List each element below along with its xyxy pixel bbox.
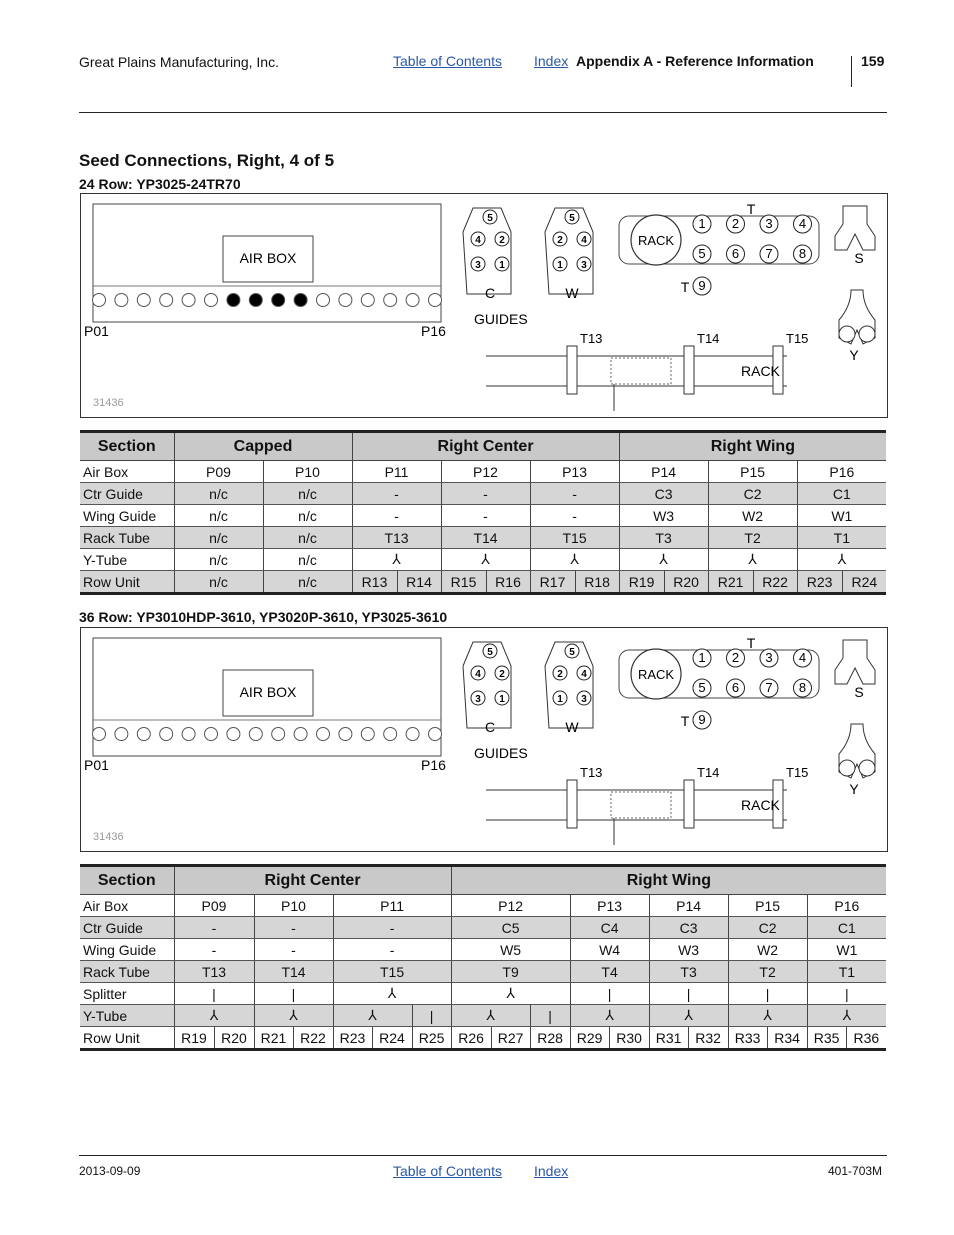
air-box-label: AIR BOX <box>239 684 297 700</box>
table-row <box>80 917 886 939</box>
table-cell: W3 <box>649 939 728 961</box>
table-cell: R16 <box>486 571 530 594</box>
table-cell: W2 <box>708 505 797 527</box>
table-cell: n/c <box>174 505 263 527</box>
row-label: Ctr Guide <box>80 917 174 939</box>
guides-label: GUIDES <box>474 745 528 761</box>
page-number: 159 <box>861 53 885 69</box>
row-label: Air Box <box>80 895 174 917</box>
air-box-port <box>249 728 262 741</box>
air-box-port <box>115 294 128 307</box>
rack-port-label: 4 <box>798 650 807 665</box>
air-box-port <box>227 728 240 741</box>
air-box-port <box>317 728 330 741</box>
table-cell: T3 <box>649 961 728 983</box>
table-of-contents-link[interactable]: Table of Contents <box>393 53 502 69</box>
row-label: Row Unit <box>83 1029 140 1046</box>
rack-port-label: 6 <box>731 246 740 261</box>
table-cell: W4 <box>570 939 649 961</box>
wing-guide-port-label: 3 <box>581 694 587 705</box>
tube-t14-clamp <box>684 780 694 828</box>
table-cell: P14 <box>649 895 728 917</box>
table-cell: P16 <box>797 461 886 483</box>
table-cell: T14 <box>441 527 530 549</box>
table-cell: R27 <box>491 1027 530 1050</box>
tube-t15-label: T15 <box>786 765 809 780</box>
header-section: Section <box>80 432 174 461</box>
header-section: Section <box>80 866 174 895</box>
figure-number: 31436 <box>93 397 124 409</box>
table-cell: T13 <box>174 961 254 983</box>
table-row <box>80 505 886 527</box>
wing-guide-label: W <box>565 285 579 301</box>
table-row <box>80 461 886 483</box>
air-box-port <box>429 294 442 307</box>
table-cell: - <box>174 939 254 961</box>
air-box-port <box>339 728 352 741</box>
table-cell: C2 <box>708 483 797 505</box>
air-box-port <box>406 294 419 307</box>
rack-port-label: 3 <box>765 216 773 231</box>
table-cell: R32 <box>688 1027 728 1050</box>
row-label: Row Unit <box>80 571 174 594</box>
row-label: Y-Tube <box>80 549 174 571</box>
rack-port-t9-label: 9 <box>698 278 706 293</box>
tube-t14-label: T14 <box>697 765 720 780</box>
tube-t13-label: T13 <box>580 331 603 346</box>
row-label: Wing Guide <box>80 505 174 527</box>
section-heading: Appendix A - Reference Information <box>576 53 814 69</box>
header-right-center: Right Center <box>174 866 451 895</box>
y-tube-outlet <box>839 760 855 776</box>
section1-subtitle: 24 Row: YP3025-24TR70 <box>79 176 241 192</box>
table-row <box>80 1027 886 1050</box>
y-tube-label: Y <box>849 781 859 797</box>
table-cell: P10 <box>263 461 352 483</box>
table-row <box>80 549 886 571</box>
air-box-port <box>272 728 285 741</box>
air-box-port <box>182 294 195 307</box>
y-tube-icon: ⅄ <box>174 1005 254 1027</box>
rack-port-label: 6 <box>731 680 740 695</box>
table-cell: P15 <box>728 895 807 917</box>
section2-subtitle: 36 Row: YP3010HDP-3610, YP3020P-3610, YP3025-3610 <box>79 609 448 625</box>
y-tube-icon: ⅄ <box>649 1005 728 1027</box>
air-box-label: AIR BOX <box>239 250 297 266</box>
guides-label: GUIDES <box>474 311 528 327</box>
row-label: Air Box <box>80 461 174 483</box>
splitter-icon: | <box>570 983 649 1005</box>
table-cell: R17 <box>530 571 575 594</box>
table-cell: R20 <box>214 1027 254 1050</box>
rack-port-label: 4 <box>798 216 807 231</box>
table-cell: R20 <box>664 571 708 594</box>
y-tube-icon: | <box>412 1005 451 1027</box>
wing-guide-label: W <box>565 719 579 735</box>
air-box-port <box>115 728 128 741</box>
table-cell: R36 <box>846 1027 886 1050</box>
page-title: Seed Connections, Right, 4 of 5 <box>79 151 335 170</box>
table-cell: - <box>352 505 441 527</box>
table-cell: T1 <box>807 961 886 983</box>
tube-t13-clamp <box>567 346 577 394</box>
section1-table <box>80 430 886 595</box>
header-right-center: Right Center <box>352 432 619 461</box>
table-cell: C3 <box>619 483 708 505</box>
seed-connections-diagram-24row <box>80 193 888 418</box>
wing-guide-port-label: 3 <box>581 260 587 271</box>
rack-tube-bracket <box>611 792 671 818</box>
table-cell: P09 <box>174 461 263 483</box>
splitter-icon: | <box>728 983 807 1005</box>
table-cell: P09 <box>174 895 254 917</box>
table-cell: n/c <box>263 571 352 594</box>
rack-port-label: 7 <box>765 680 773 695</box>
air-box-port <box>294 294 307 307</box>
rack-port-label: 3 <box>765 650 773 665</box>
port-p01-label: P01 <box>84 323 109 339</box>
table-row <box>80 483 886 505</box>
rack-t-label: T <box>680 713 690 729</box>
air-box-port <box>272 294 285 307</box>
table-cell: P12 <box>451 895 570 917</box>
y-tube-outlet <box>859 326 875 342</box>
air-box-port <box>384 294 397 307</box>
table-cell: R18 <box>575 571 619 594</box>
table-cell: n/c <box>263 505 352 527</box>
splitter-icon: ⅄ <box>451 983 570 1005</box>
wing-guide-port-label: 4 <box>581 235 587 246</box>
table-cell: R13 <box>352 571 397 594</box>
rack-t-top-label: T <box>746 201 756 217</box>
table-cell: - <box>254 917 333 939</box>
tube-t14-clamp <box>684 346 694 394</box>
table-cell: W3 <box>619 505 708 527</box>
table-cell: - <box>441 505 530 527</box>
table-row <box>80 961 886 983</box>
table-cell: T3 <box>619 527 708 549</box>
rack-tube-label: RACK <box>741 797 780 813</box>
table-cell: R14 <box>397 571 441 594</box>
y-tube-icon: ⅄ <box>451 1005 530 1027</box>
y-tube-label: Y <box>849 347 859 363</box>
rack-port-label: 8 <box>798 680 807 695</box>
rack-port-label: 1 <box>698 216 706 231</box>
wing-guide-port-label: 1 <box>557 694 563 705</box>
table-cell: R34 <box>767 1027 807 1050</box>
table-cell: T4 <box>570 961 649 983</box>
air-box-port <box>339 294 352 307</box>
table-cell: T2 <box>728 961 807 983</box>
air-box-port <box>93 728 106 741</box>
y-tube-icon: ⅄ <box>352 549 441 571</box>
table-cell: R23 <box>797 571 842 594</box>
table-row <box>80 571 886 594</box>
index-link[interactable]: Index <box>534 53 569 69</box>
air-box-port <box>406 728 419 741</box>
table-cell: n/c <box>174 549 263 571</box>
ctr-guide-port-label: 3 <box>475 260 481 271</box>
y-tube-icon: ⅄ <box>619 549 708 571</box>
table-cell: - <box>254 939 333 961</box>
ctr-guide-port-label: 5 <box>487 647 493 658</box>
table-row <box>80 983 886 1005</box>
ctr-guide-port-label: 5 <box>487 213 493 224</box>
table-cell: P16 <box>807 895 886 917</box>
table-cell: - <box>530 483 619 505</box>
table-cell: R15 <box>441 571 486 594</box>
table-cell: - <box>333 939 451 961</box>
air-box-port <box>361 728 374 741</box>
table-cell: R25 <box>412 1027 451 1050</box>
air-box-port <box>429 728 442 741</box>
table-header-row <box>80 866 886 895</box>
header-divider <box>851 56 852 87</box>
splitter-symbol <box>835 640 875 684</box>
table-cell: P14 <box>619 461 708 483</box>
tube-t15-label: T15 <box>786 331 809 346</box>
footer-table-of-contents-link[interactable]: Table of Contents <box>393 1163 502 1179</box>
splitter-label: S <box>854 250 864 266</box>
footer-rule <box>79 1155 887 1156</box>
y-tube-icon: ⅄ <box>807 1005 886 1027</box>
y-tube-outlet <box>859 760 875 776</box>
splitter-symbol <box>835 206 875 250</box>
y-tube-icon: ⅄ <box>728 1005 807 1027</box>
air-box-port <box>205 728 218 741</box>
y-tube-icon: ⅄ <box>254 1005 333 1027</box>
air-box-port <box>227 294 240 307</box>
company-name: Great Plains Manufacturing, Inc. <box>79 54 279 70</box>
table-row <box>80 895 886 917</box>
table-cell: R19 <box>619 571 664 594</box>
seed-connections-diagram-36row <box>80 627 888 852</box>
table-cell: R35 <box>807 1027 846 1050</box>
section2-table <box>80 864 886 1051</box>
y-tube-icon: ⅄ <box>570 1005 649 1027</box>
table-cell: R33 <box>728 1027 767 1050</box>
table-cell: P10 <box>254 895 333 917</box>
table-cell: T15 <box>333 961 451 983</box>
table-cell: R19 <box>174 1027 214 1050</box>
table-cell: P12 <box>441 461 530 483</box>
table-cell: n/c <box>174 483 263 505</box>
table-cell: P11 <box>333 895 451 917</box>
table-row <box>80 527 886 549</box>
table-cell: R30 <box>609 1027 649 1050</box>
splitter-label: S <box>854 684 864 700</box>
table-cell: W1 <box>797 505 886 527</box>
ctr-guide-label: C <box>484 719 496 735</box>
rack-t-label: T <box>680 279 690 295</box>
header-rule <box>79 112 887 113</box>
table-cell: C2 <box>728 917 807 939</box>
rack-port-t9-label: 9 <box>698 712 706 727</box>
table-cell: W2 <box>728 939 807 961</box>
ctr-guide-port-label: 2 <box>499 235 505 246</box>
y-tube-icon: ⅄ <box>441 549 530 571</box>
rack-port-label: 2 <box>731 650 740 665</box>
table-cell: - <box>352 483 441 505</box>
table-cell: - <box>174 917 254 939</box>
ctr-guide-port-label: 1 <box>499 694 505 705</box>
rack-port-label: 5 <box>698 246 706 261</box>
table-cell: R22 <box>753 571 797 594</box>
table-cell: R21 <box>708 571 753 594</box>
y-tube-outlet <box>839 326 855 342</box>
table-cell: T9 <box>451 961 570 983</box>
ctr-guide-port-label: 2 <box>499 669 505 680</box>
table-cell: n/c <box>263 527 352 549</box>
table-row <box>80 939 886 961</box>
table-cell: n/c <box>174 527 263 549</box>
wing-guide-port-label: 1 <box>557 260 563 271</box>
air-box-port <box>160 294 173 307</box>
rack-port-label: 2 <box>731 216 740 231</box>
footer-date: 2013-09-09 <box>79 1164 141 1178</box>
table-cell: T13 <box>352 527 441 549</box>
ctr-guide-port-label: 3 <box>475 694 481 705</box>
splitter-icon: | <box>807 983 886 1005</box>
air-box-port <box>317 294 330 307</box>
tube-t13-clamp <box>567 780 577 828</box>
table-cell: n/c <box>174 571 263 594</box>
row-label: Ctr Guide <box>80 483 174 505</box>
ctr-guide-label: C <box>484 285 496 301</box>
y-tube-icon: ⅄ <box>797 549 886 571</box>
rack-hub-label: RACK <box>637 233 675 248</box>
table-cell: W1 <box>807 939 886 961</box>
rack-tube-label: RACK <box>741 363 780 379</box>
ctr-guide-port-label: 1 <box>499 260 505 271</box>
row-label: Rack Tube <box>80 527 174 549</box>
row-label: Y-Tube <box>80 1005 174 1027</box>
footer-doc-number: 401-703M <box>828 1164 883 1178</box>
table-cell: R26 <box>451 1027 491 1050</box>
wing-guide-port-label: 2 <box>557 669 563 680</box>
table-cell: - <box>441 483 530 505</box>
table-cell: P15 <box>708 461 797 483</box>
table-cell: R22 <box>293 1027 333 1050</box>
splitter-icon: | <box>254 983 333 1005</box>
diagram-svg <box>81 628 887 851</box>
table-cell: P13 <box>530 461 619 483</box>
table-cell: C1 <box>797 483 886 505</box>
ctr-guide-port-label: 4 <box>475 669 481 680</box>
air-box-port <box>294 728 307 741</box>
air-box-port <box>249 294 262 307</box>
row-label: Rack Tube <box>80 961 174 983</box>
air-box-port <box>182 728 195 741</box>
wing-guide-port-label: 5 <box>569 213 575 224</box>
table-cell: R24 <box>372 1027 412 1050</box>
header-right-wing: Right Wing <box>619 432 886 461</box>
wing-guide-port-label: 2 <box>557 235 563 246</box>
header-capped: Capped <box>174 432 352 461</box>
y-tube-icon: ⅄ <box>530 549 619 571</box>
table-cell: T1 <box>797 527 886 549</box>
table-cell: C5 <box>451 917 570 939</box>
table-cell: P13 <box>570 895 649 917</box>
air-box-port <box>137 294 150 307</box>
table-cell: R28 <box>530 1027 570 1050</box>
y-tube-icon: ⅄ <box>333 1005 412 1027</box>
table-cell: n/c <box>263 549 352 571</box>
footer-index-link[interactable]: Index <box>534 1163 569 1179</box>
splitter-icon: ⅄ <box>333 983 451 1005</box>
wing-guide-port-label: 4 <box>581 669 587 680</box>
port-p16-label: P16 <box>421 323 446 339</box>
table-cell: C4 <box>570 917 649 939</box>
table-cell: C1 <box>807 917 886 939</box>
table-cell: C3 <box>649 917 728 939</box>
air-box-port <box>361 294 374 307</box>
rack-tube-bracket <box>611 358 671 384</box>
port-p01-label: P01 <box>84 757 109 773</box>
table-cell: n/c <box>263 483 352 505</box>
table-cell: W5 <box>451 939 570 961</box>
table-cell: R23 <box>333 1027 372 1050</box>
row-label: Wing Guide <box>80 939 174 961</box>
table-cell: T15 <box>530 527 619 549</box>
rack-port-label: 5 <box>698 680 706 695</box>
splitter-icon: | <box>649 983 728 1005</box>
table-cell: R24 <box>842 571 886 594</box>
air-box-port <box>160 728 173 741</box>
row-label: Splitter <box>80 983 174 1005</box>
header-right-wing: Right Wing <box>451 866 886 895</box>
rack-port-label: 7 <box>765 246 773 261</box>
table-header-row <box>80 432 886 461</box>
table-cell: - <box>333 917 451 939</box>
wing-guide-port-label: 5 <box>569 647 575 658</box>
diagram-svg <box>81 194 887 417</box>
tube-t14-label: T14 <box>697 331 720 346</box>
rack-hub-label: RACK <box>637 667 675 682</box>
table-row <box>80 1005 886 1027</box>
air-box-port <box>205 294 218 307</box>
rack-port-label: 1 <box>698 650 706 665</box>
table-cell: - <box>530 505 619 527</box>
table-cell: R29 <box>570 1027 609 1050</box>
figure-number: 31436 <box>93 831 124 843</box>
tube-t13-label: T13 <box>580 765 603 780</box>
air-box-port <box>384 728 397 741</box>
table-cell: R21 <box>254 1027 293 1050</box>
y-tube-icon: ⅄ <box>708 549 797 571</box>
table-cell: T14 <box>254 961 333 983</box>
rack-port-label: 8 <box>798 246 807 261</box>
rack-t-top-label: T <box>746 635 756 651</box>
splitter-icon: | <box>174 983 254 1005</box>
ctr-guide-port-label: 4 <box>475 235 481 246</box>
air-box-port <box>93 294 106 307</box>
air-box-port <box>137 728 150 741</box>
table-cell: P11 <box>352 461 441 483</box>
port-p16-label: P16 <box>421 757 446 773</box>
table-cell: R31 <box>649 1027 688 1050</box>
table-cell: T2 <box>708 527 797 549</box>
y-tube-icon: | <box>530 1005 570 1027</box>
